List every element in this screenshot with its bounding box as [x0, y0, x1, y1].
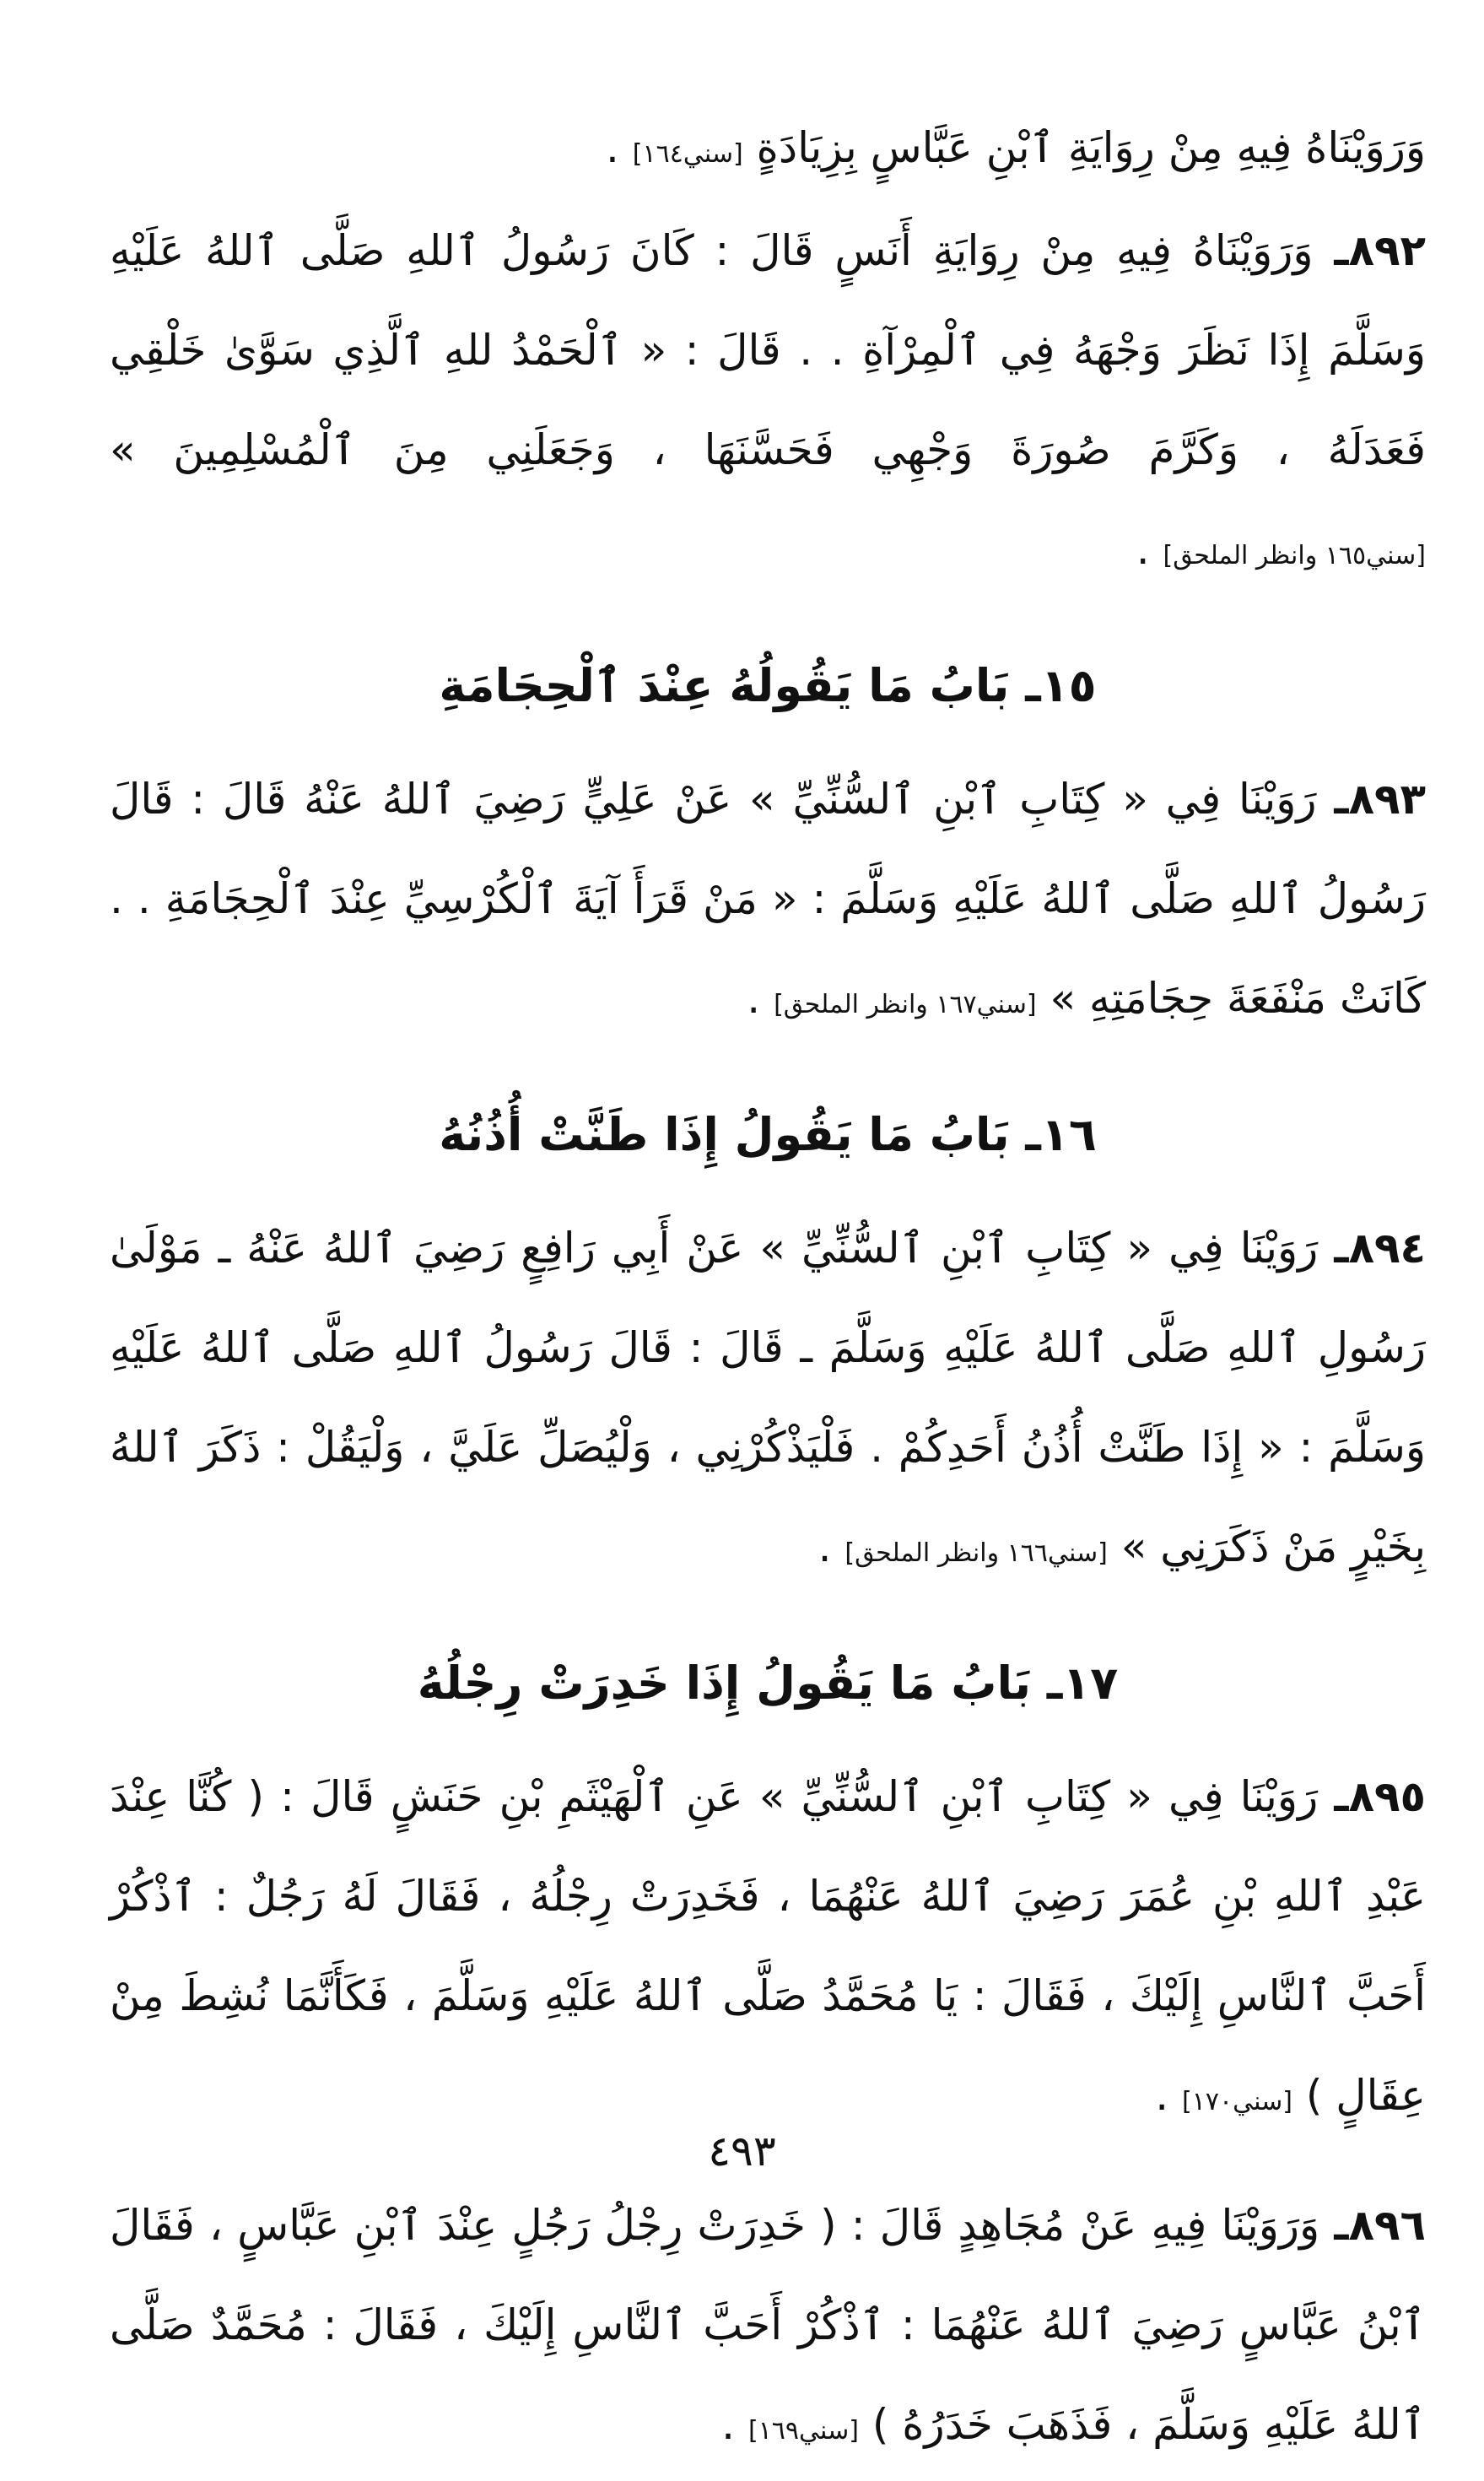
hadith-text: رَوَيْنَا فِي « كِتَابِ ٱبْنِ ٱلسُّنِّيِّ » عَنِ ٱلْهَيْثَمِ بْنِ حَنَشٍ قَالَ : ( كُنَّا عِنْدَ عَبْدِ ٱللهِ بْنِ عُمَرَ رَضِيَ ٱللهُ عَنْهُمَا ، فَخَدِرَتْ رِجْلُهُ ، فَقَالَ لَهُ رَجُلٌ : ٱذْكُرْ أَحَبَّ ٱلنَّاسِ إِلَيْكَ ، فَقَالَ : يَا مُحَمَّدُ صَلَّى ٱللهُ عَلَيْهِ وَسَلَّمَ ، فَكَأَنَّمَا نُشِطَ مِنْ عِقَالٍ )	[110, 1772, 1426, 2120]
chapter-heading-15: ١٥ـ بَابُ مَا يَقُولُهُ عِنْدَ ٱلْحِجَامَةِ	[439, 659, 1097, 712]
reference-tag: [سني١٧٠]	[1182, 2087, 1292, 2116]
hadith-text: رَوَيْنَا فِي « كِتَابِ ٱبْنِ ٱلسُّنِّيِّ » عَنْ عَلِيٍّ رَضِيَ ٱللهُ عَنْهُ قَالَ : قَالَ رَسُولُ ٱللهِ صَلَّى ٱللهُ عَلَيْهِ وَسَلَّمَ : « مَنْ قَرَأَ آيَةَ ٱلْكُرْسِيِّ عِنْدَ ٱلْحِجَامَةِ . . كَانَتْ مَنْفَعَةَ حِجَامَتِهِ »	[110, 775, 1426, 1023]
reference-tag: [سني١٦٧ وانظر الملحق]	[774, 990, 1037, 1019]
chapter-heading-17: ١٧ـ بَابُ مَا يَقُولُ إِذَا خَدِرَتْ رِجْلُهُ	[417, 1657, 1119, 1710]
hadith-number: ٨٩٤ـ	[1334, 1224, 1426, 1273]
page-body	[110, 101, 1426, 2481]
hadith-number: ٨٩٢ـ	[1334, 226, 1426, 275]
hadith-896	[110, 2176, 1426, 2481]
hadith-number: ٨٩٦ـ	[1334, 2201, 1426, 2250]
hadith-text: وَرَوَيْنَاهُ فِيهِ مِنْ رِوَايَةِ أَنَسٍ قَالَ : كَانَ رَسُولُ ٱللهِ صَلَّى ٱللهُ عَلَيْهِ وَسَلَّمَ إِذَا نَظَرَ وَجْهَهُ فِي ٱلْمِرْآةِ . . قَالَ : « ٱلْحَمْدُ للهِ ٱلَّذِي سَوَّىٰ خَلْقِي فَعَدَلَهُ ، وَكَرَّمَ صُورَةَ وَجْهِي فَحَسَّنَهَا ، وَجَعَلَنِي مِنَ ٱلْمُسْلِمِينَ »	[110, 226, 1426, 474]
hadith-text: وَرَوَيْنَا فِيهِ عَنْ مُجَاهِدٍ قَالَ : ( خَدِرَتْ رِجْلُ رَجُلٍ عِنْدَ ٱبْنِ عَبَّاسٍ ، فَقَالَ ٱبْنُ عَبَّاسٍ رَضِيَ ٱللهُ عَنْهُمَا : ٱذْكُرْ أَحَبَّ ٱلنَّاسِ إِلَيْكَ ، فَقَالَ : مُحَمَّدٌ صَلَّى ٱللهُ عَلَيْهِ وَسَلَّمَ ، فَذَهَبَ خَدَرُهُ )	[110, 2201, 1426, 2449]
hadith-893	[110, 749, 1426, 1055]
paragraph-end: .	[605, 123, 633, 172]
hadith-number: ٨٩٥ـ	[1334, 1772, 1426, 1821]
paragraph-end: .	[818, 1522, 845, 1571]
hadith-number: ٨٩٣ـ	[1334, 775, 1426, 824]
chapter-heading-16: ١٦ـ بَابُ مَا يَقُولُ إِذَا طَنَّتْ أُذُنُهُ	[439, 1108, 1097, 1161]
hadith-892	[110, 201, 1426, 606]
paragraph-end: .	[721, 2400, 748, 2449]
paragraph-text: وَرَوَيْنَاهُ فِيهِ مِنْ رِوَايَةِ ٱبْنِ عَبَّاسٍ بِزِيَادَةٍ	[756, 123, 1426, 172]
paragraph-end: .	[747, 974, 774, 1023]
reference-tag: [سني١٦٩]	[747, 2416, 859, 2446]
paragraph-end: .	[1155, 2071, 1183, 2120]
paragraph-end: .	[1136, 525, 1163, 574]
reference-tag: [سني١٦٦ وانظر الملحق]	[845, 1538, 1108, 1568]
hadith-895	[110, 1747, 1426, 2152]
paragraph-intro	[110, 101, 1426, 201]
reference-tag: [سني١٦٤]	[632, 139, 743, 169]
hadith-894	[110, 1198, 1426, 1603]
hadith-text: رَوَيْنَا فِي « كِتَابِ ٱبْنِ ٱلسُّنِّيِّ » عَنْ أَبِي رَافِعٍ رَضِيَ ٱللهُ عَنْهُ ـ مَوْلَىٰ رَسُولِ ٱللهِ صَلَّى ٱللهُ عَلَيْهِ وَسَلَّمَ ـ قَالَ : قَالَ رَسُولُ ٱللهِ صَلَّى ٱللهُ عَلَيْهِ وَسَلَّمَ : « إِذَا طَنَّتْ أُذُنُ أَحَدِكُمْ . فَلْيَذْكُرْنِي ، وَلْيُصَلِّ عَلَيَّ ، وَلْيَقُلْ : ذَكَرَ ٱللهُ بِخَيْرٍ مَنْ ذَكَرَنِي »	[110, 1224, 1426, 1571]
page-number: ٤٩٣	[708, 2127, 776, 2176]
reference-tag: [سني١٦٥ وانظر الملحق]	[1163, 541, 1426, 570]
